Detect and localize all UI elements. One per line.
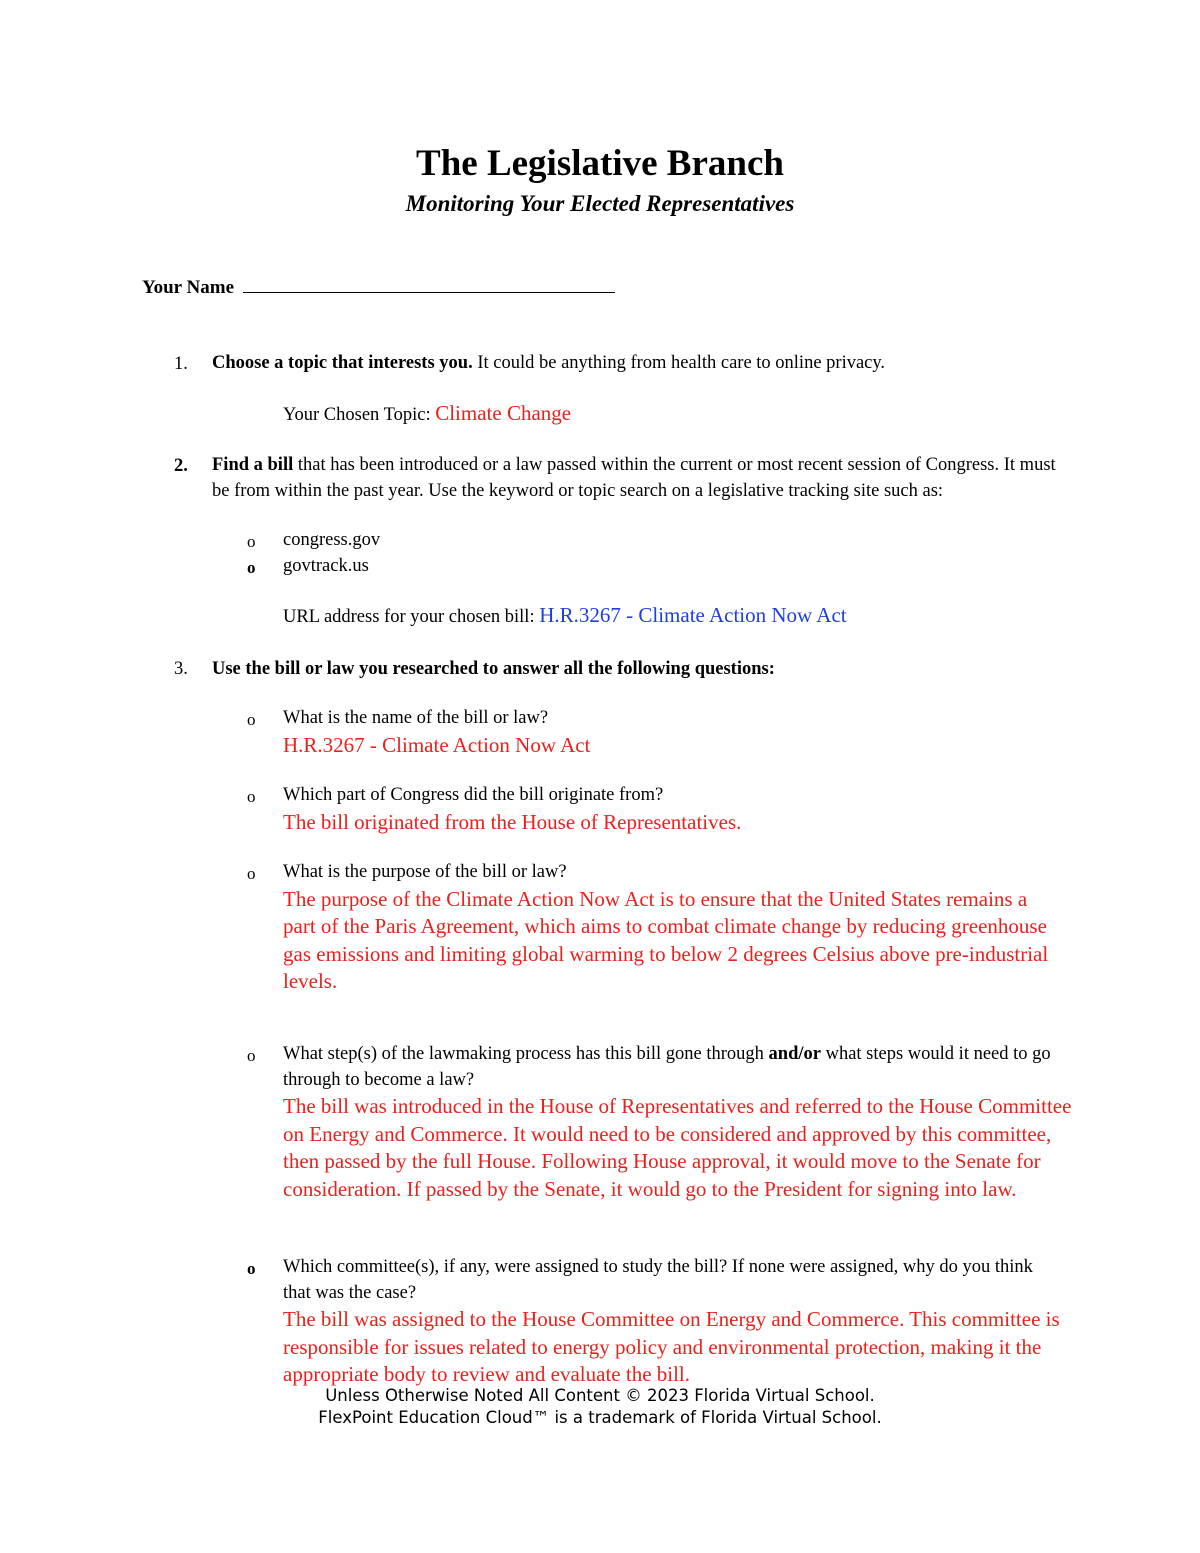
q3-item-origin — [283, 783, 1073, 836]
q2-site-bullet: o — [247, 558, 256, 577]
q3-item-steps — [283, 1042, 1073, 1203]
url-label: URL address for your chosen bill: — [283, 607, 540, 627]
q1-text — [212, 351, 1072, 377]
topic-label: Your Chosen Topic: — [283, 405, 436, 425]
q3-item-bullet: o — [247, 787, 256, 806]
q2-bold: Find a bill — [212, 455, 294, 475]
question-text: What is the purpose of the bill or law? — [283, 862, 567, 882]
answer-text[interactable]: The bill was assigned to the House Committee on Energy and Commerce. This committee is responsible for issues related to energy policy and environmental protection, making it the appropriate body to review and evaluate the bill. — [283, 1307, 1060, 1386]
q2-text — [212, 453, 1062, 504]
name-field-row — [142, 274, 615, 301]
q1-bold: Choose a topic that interests you. — [212, 353, 473, 373]
q3-item-bullet: o — [247, 864, 256, 883]
site-govtrack-us[interactable]: govtrack.us — [283, 556, 369, 576]
q3-item-bullet: o — [247, 1046, 256, 1065]
name-label: Your Name — [142, 277, 235, 298]
question-text: What step(s) of the lawmaking process has this bill gone through and/or what steps would it need to go through to become a law? — [283, 1044, 1051, 1090]
page-subtitle: Monitoring Your Elected Representatives — [405, 191, 795, 216]
q3-number: 3. — [174, 659, 188, 679]
q2-number: 2. — [174, 456, 188, 476]
q2-url-row — [283, 603, 1073, 631]
question-text: What is the name of the bill or law? — [283, 708, 549, 728]
answer-text[interactable]: The bill originated from the House of Representatives. — [283, 809, 742, 834]
url-value[interactable]: H.R.3267 - Climate Action Now Act — [539, 603, 847, 627]
question-text: Which part of Congress did the bill originate from? — [283, 785, 664, 805]
q3-heading: Use the bill or law you researched to answer all the following questions: — [212, 659, 775, 679]
q3-item-bullet: o — [247, 1259, 256, 1278]
topic-value[interactable]: Climate Change — [435, 401, 572, 425]
q2-rest: that has been introduced or a law passed within the current or most recent session of Congress. It must be from within the past year. Use the keyword or topic search on a legislative tracking site such as: — [212, 455, 1056, 501]
q1-topic-row — [283, 401, 1073, 429]
footer-copyright: Unless Otherwise Noted All Content © 2023 Florida Virtual School. — [325, 1386, 875, 1405]
q3-item-name — [283, 706, 1073, 759]
q1-number: 1. — [174, 354, 188, 374]
footer-trademark: FlexPoint Education Cloud™ is a trademark of Florida Virtual School. — [318, 1408, 882, 1427]
name-input-line[interactable] — [243, 274, 615, 293]
q3-item-committee — [283, 1255, 1063, 1389]
question-text: Which committee(s), if any, were assigned to study the bill? If none were assigned, why do you think that was the case? — [283, 1257, 1033, 1303]
q3-item-purpose — [283, 860, 1053, 996]
answer-text[interactable]: The purpose of the Climate Action Now Act is to ensure that the United States remains a part of the Paris Agreement, which aims to combat climate change by reducing greenhouse gas emissions and limiting global warming to below 2 degrees Celsius above pre-industrial levels. — [283, 886, 1049, 993]
page-title: The Legislative Branch — [416, 143, 784, 184]
q3-item-bullet: o — [247, 710, 256, 729]
site-congress-gov[interactable]: congress.gov — [283, 530, 381, 550]
answer-text[interactable]: H.R.3267 - Climate Action Now Act — [283, 732, 591, 757]
answer-text[interactable]: The bill was introduced in the House of Representatives and referred to the House Committee on Energy and Commerce. It would need to be considered and approved by this committee, then passed by the full House. Following House approval, it would move to the Senate for consideration. If passed by the Senate, it would go to the President for signing into law. — [283, 1094, 1072, 1201]
q2-site-bullet: o — [247, 532, 256, 551]
q1-rest: It could be anything from health care to online privacy. — [472, 353, 886, 373]
